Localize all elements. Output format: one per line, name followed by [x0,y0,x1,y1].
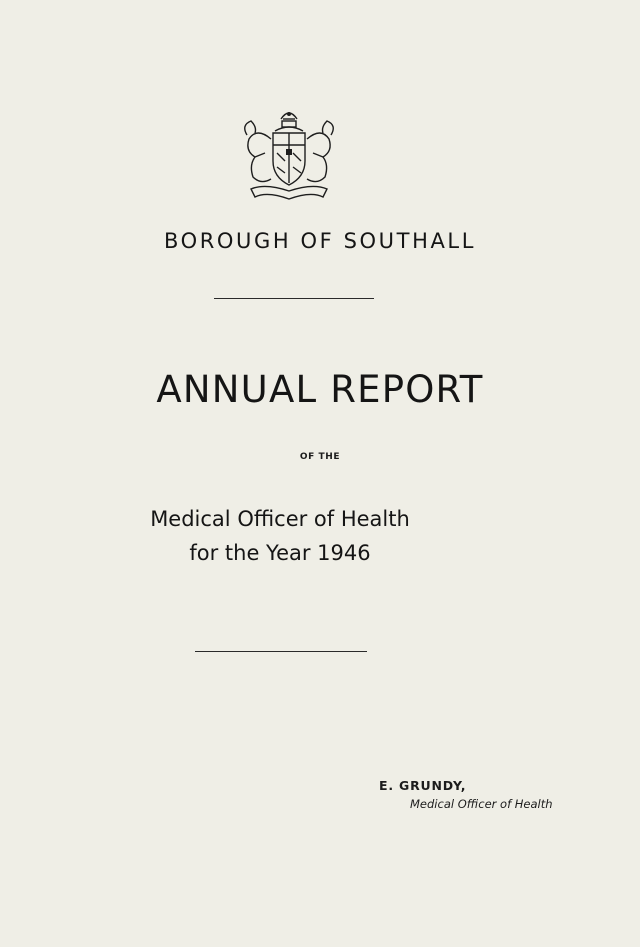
report-title: ANNUAL REPORT [156,368,484,411]
of-the-connector: OF THE [299,452,341,462]
borough-heading: BOROUGH OF SOUTHALL [163,229,477,253]
divider-rule-top [214,298,374,299]
subtitle-line-2: for the Year 1946 [189,541,371,565]
signatory-title: Medical Officer of Health [410,797,553,811]
divider-rule-bottom [195,651,367,652]
subtitle-line-1: Medical Officer of Health [150,507,410,531]
signatory-name: E. GRUNDY, [379,778,467,793]
borough-coat-of-arms-icon [235,105,343,203]
